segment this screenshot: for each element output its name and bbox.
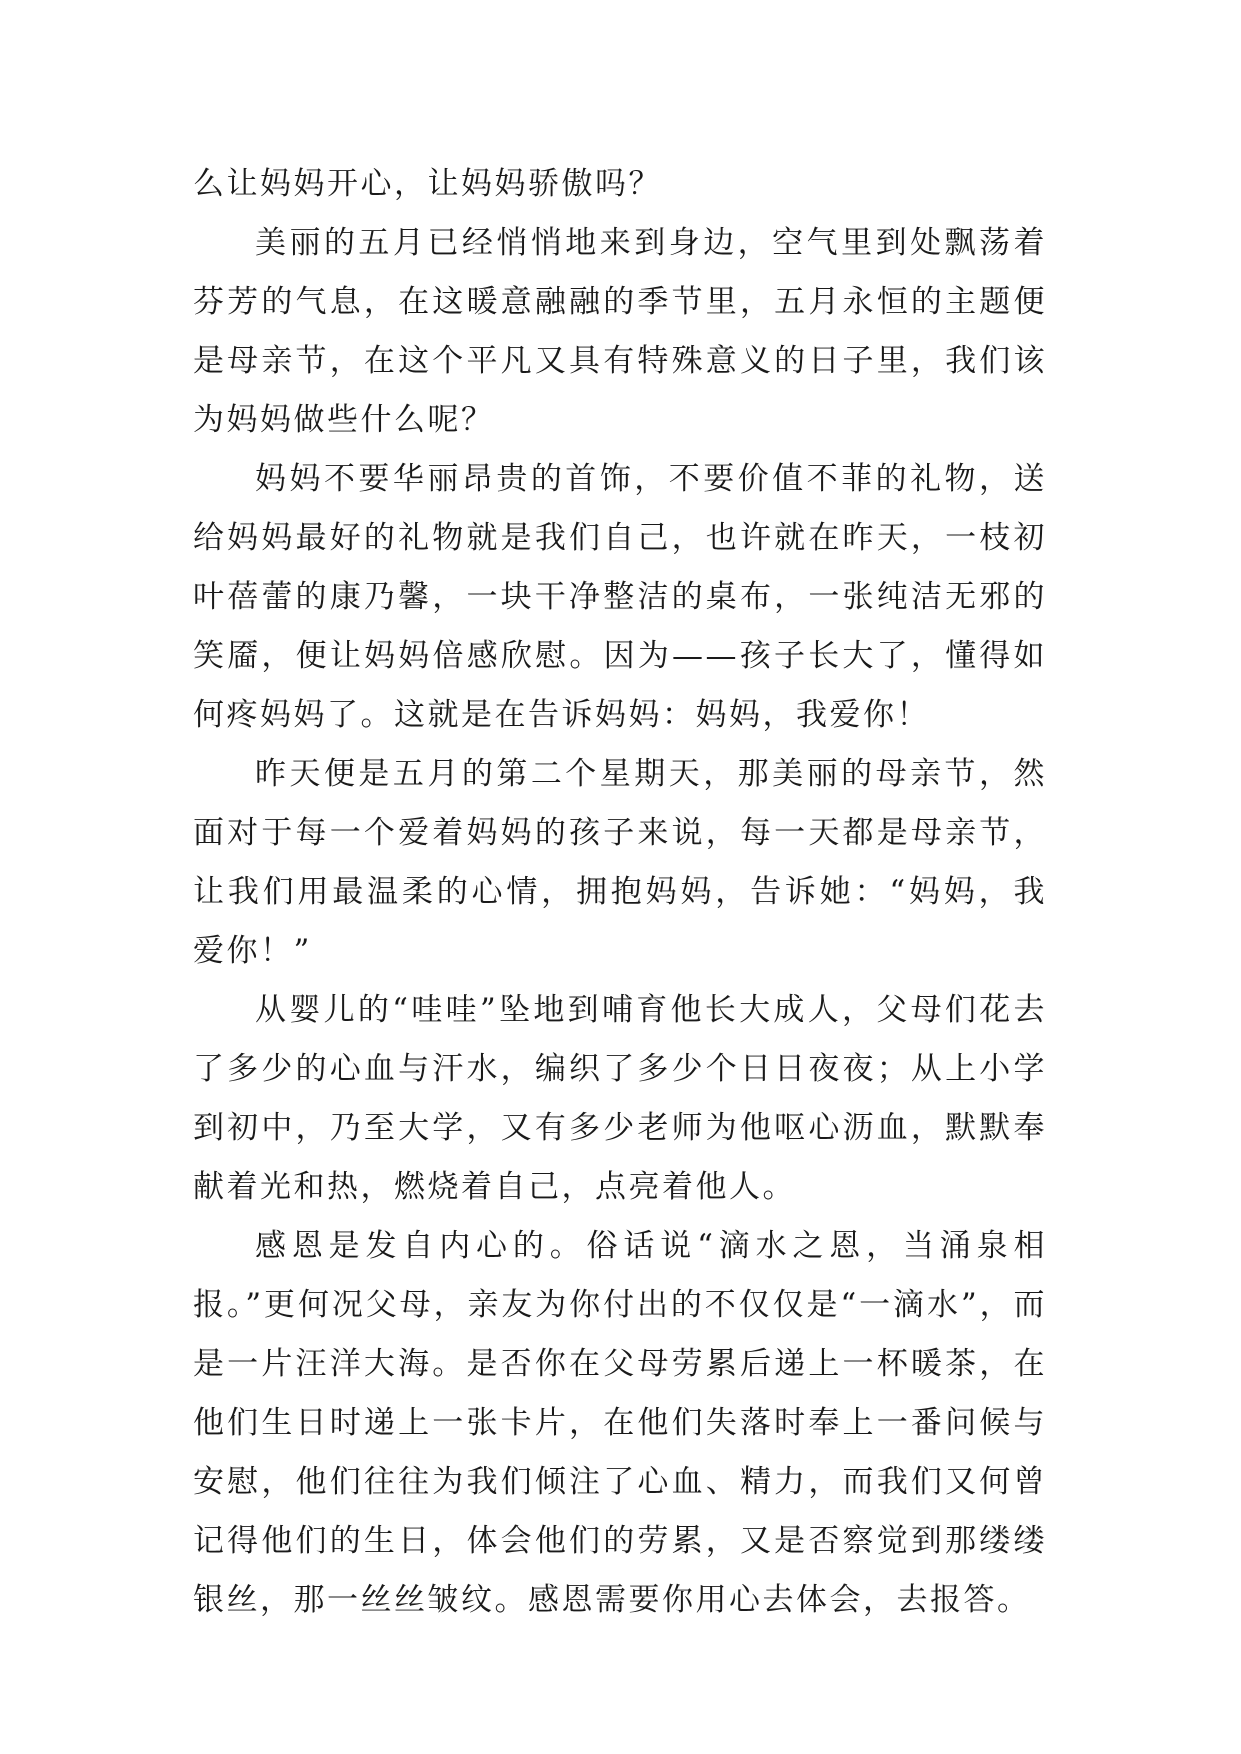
paragraph: 妈妈不要华丽昂贵的首饰，不要价值不菲的礼物，送给妈妈最好的礼物就是我们自己，也许就在昨天，一枝初叶蓓蕾的康乃馨，一块干净整洁的桌布，一张纯洁无邪的笑靥，便让妈妈倍感欣慰。因为——孩子长大了，懂得如何疼妈妈了。这就是在告诉妈妈：妈妈，我爱你！ (193, 461, 1047, 733)
paragraph: 昨天便是五月的第二个星期天，那美丽的母亲节，然面对于每一个爱着妈妈的孩子来说，每一天都是母亲节，让我们用最温柔的心情，拥抱妈妈，告诉她：“妈妈，我爱你！” (193, 756, 1047, 969)
paragraph: 美丽的五月已经悄悄地来到身边，空气里到处飘荡着芬芳的气息，在这暖意融融的季节里，五月永恒的主题便是母亲节，在这个平凡又具有特殊意义的日子里，我们该为妈妈做些什么呢？ (193, 225, 1047, 438)
paragraph: 感恩是发自内心的。俗话说“滴水之恩，当涌泉相报。”更何况父母，亲友为你付出的不仅仅是“一滴水”，而是一片汪洋大海。是否你在父母劳累后递上一杯暖茶，在他们生日时递上一张卡片，在他们失落时奉上一番问候与安慰，他们往往为我们倾注了心血、精力，而我们又何曾记得他们的生日，体会他们的劳累，又是否察觉到那缕缕银丝，那一丝丝皱纹。感恩需要你用心去体会，去报答。 (193, 1228, 1047, 1618)
paragraph: 从婴儿的“哇哇”坠地到哺育他长大成人，父母们花去了多少的心血与汗水，编织了多少个日日夜夜；从上小学到初中，乃至大学，又有多少老师为他呕心沥血，默默奉献着光和热，燃烧着自己，点亮着他人。 (193, 992, 1047, 1205)
paragraph: 么让妈妈开心，让妈妈骄傲吗？ (193, 166, 662, 202)
document-body (193, 155, 1047, 1630)
